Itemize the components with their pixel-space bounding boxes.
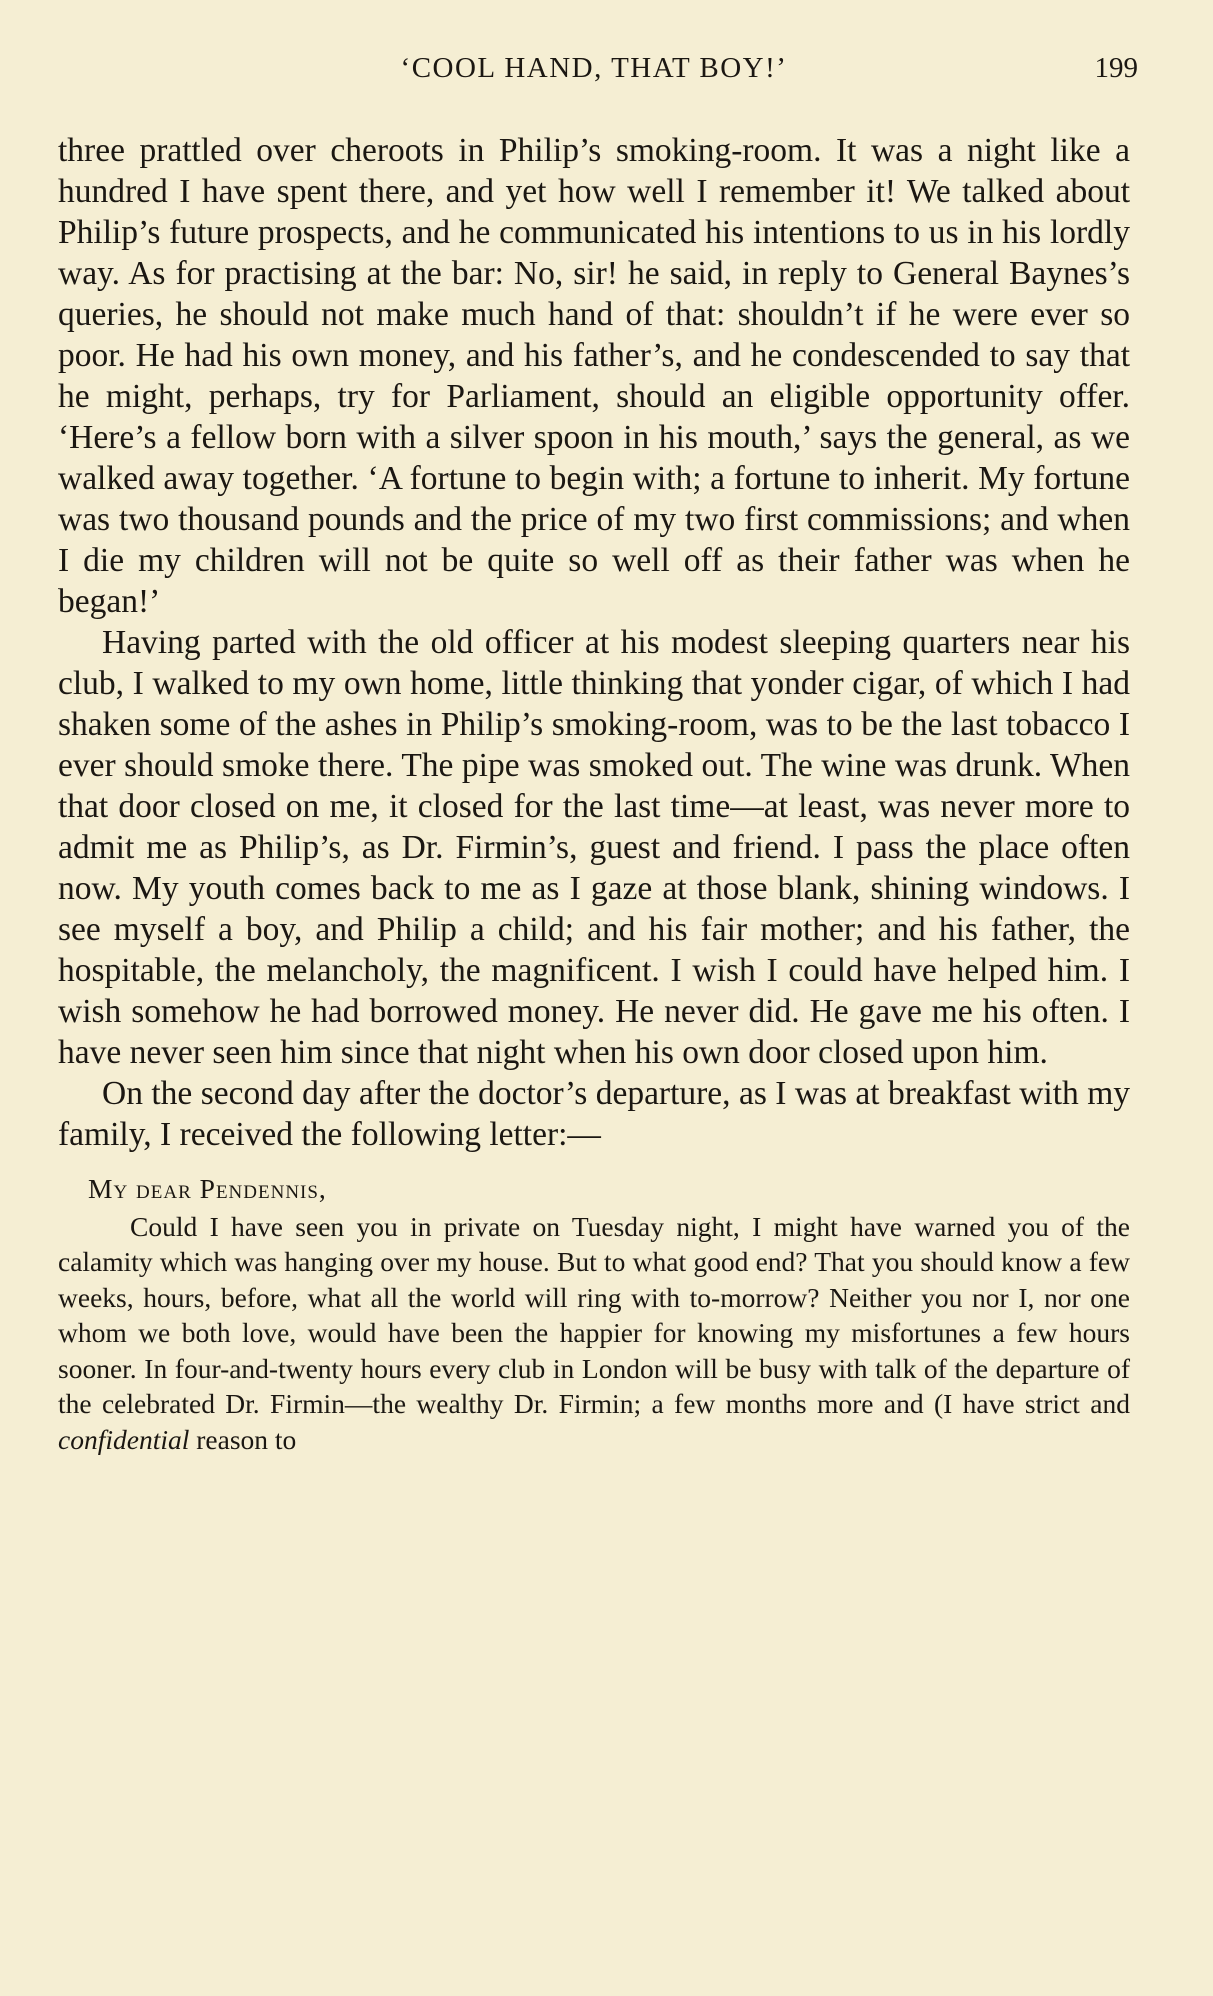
page-number: 199 — [1094, 52, 1138, 84]
letter — [58, 1171, 1130, 1457]
paragraph-continued: three prattled over cheroots in Philip’s smoking-room. It was a night like a hundred I have spent there, and yet how well I remember it! We talked about Philip’s future prospects, and he communicated his intentions to us in his lordly way. As for practising at the bar: No, sir! he said, in reply to General Baynes’s queries, he should not make much hand of that: shouldn’t if he were ever so poor. He had his own money, and his father’s, and he condescended to say that he might, perhaps, try for Parliament, should an eligible opportunity offer. ‘Here’s a fellow born with a silver spoon in his mouth,’ says the general, as we walked away together. ‘A fortune to begin with; a fortune to inherit. My fortune was two thousand pounds and the price of my two first commissions; and when I die my children will not be quite so well off as their father was when he began!’ — [58, 132, 1130, 620]
letter-text: reason to — [189, 1423, 297, 1455]
italic-word: confidential — [58, 1423, 190, 1455]
body-text — [58, 130, 1130, 1155]
paragraph: Having parted with the old officer at his modest sleeping quarters near his club, I walked to my own home, little thinking that yonder cigar, of which I had shaken some of the ashes in Philip’s smoking-room, was to be the last tobacco I ever should smoke there. The pipe was smoked out. The wine was drunk. When that door closed on me, it closed for the last time—at least, was never more to admit me as Philip’s, as Dr. Firmin’s, guest and friend. I pass the place often now. My youth comes back to me as I gaze at those blank, shining windows. I see myself a boy, and Philip a child; and his fair mother; and his father, the hospitable, the melancholy, the magnificent. I wish I could have helped him. I wish somehow he had borrowed money. He never did. He gave me his often. I have never seen him since that night when his own door closed upon him. — [58, 624, 1130, 1071]
page-header — [58, 0, 1138, 90]
letter-body — [58, 1209, 1130, 1458]
letter-salutation: My dear Pendennis, — [88, 1173, 327, 1204]
paragraph: On the second day after the doctor’s departure, as I was at breakfast with my family, I received the following letter:— — [58, 1075, 1130, 1153]
letter-text: Could I have seen you in private on Tuesday night, I might have warned you of the calamity which was hanging over my house. But to what good end? That you should know a few weeks, hours, before, what all the world will ring with to-morrow? Neither you nor I, nor one whom we both love, would have been the happier for knowing my misfortunes a few hours sooner. In four-and-twenty hours every club in London will be busy with talk of the departure of the celebrated Dr. Firmin—the wealthy Dr. Firmin; a few months more and (I have strict and — [58, 1210, 1130, 1419]
running-head: ‘COOL HAND, THAT BOY!’ — [400, 52, 788, 84]
